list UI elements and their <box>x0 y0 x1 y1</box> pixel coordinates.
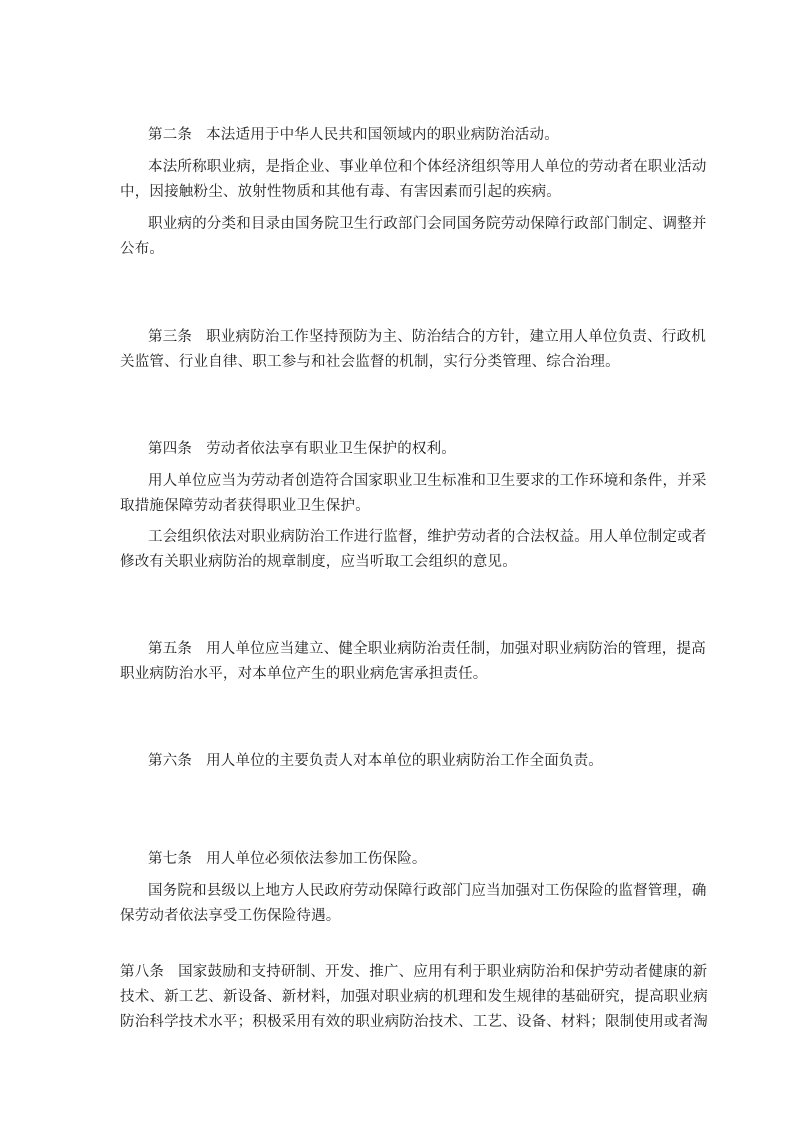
article-4-label: 第四条 <box>148 441 193 457</box>
article-3-label: 第三条 <box>148 329 193 345</box>
article-8-line-2: 技术、新工艺、新设备、新材料，加强对职业病的机理和发生规律的基础研究，提高职业病 <box>120 989 708 1005</box>
article-8-label: 第八条 <box>120 964 165 980</box>
article-2-text-line: 本法适用于中华人民共和国领域内的职业病防治活动。 <box>206 127 559 143</box>
article-6-text-line: 用人单位的主要负责人对本单位的职业病防治工作全面负责。 <box>206 753 604 769</box>
article-7-paragraph-2-line-2: 保劳动者依法享受工伤保险待遇。 <box>120 908 341 924</box>
article-2-first-line <box>148 123 559 148</box>
article-4-text-line: 劳动者依法享有职业卫生保护的权利。 <box>206 441 457 457</box>
article-2-paragraph-3-line-2: 公布。 <box>120 241 165 257</box>
article-2-paragraph-3-line-1: 职业病的分类和目录由国务院卫生行政部门会同国务院劳动保障行政部门制定、调整并 <box>148 216 707 232</box>
article-7-text-line: 用人单位必须依法参加工伤保险。 <box>206 851 427 867</box>
article-5-first-line <box>148 637 706 662</box>
article-4-paragraph-2-line-1: 用人单位应当为劳动者创造符合国家职业卫生标准和卫生要求的工作环境和条件，并采 <box>148 473 707 489</box>
article-7-paragraph-2-line-1: 国务院和县级以上地方人民政府劳动保障行政部门应当加强对工伤保险的监督管理，确 <box>148 883 707 899</box>
article-8-line-3: 防治科学技术水平；积极采用有效的职业病防治技术、工艺、设备、材料；限制使用或者淘 <box>120 1014 708 1030</box>
article-4-paragraph-3-line-1: 工会组织依法对职业病防治工作进行监督，维护劳动者的合法权益。用人单位制定或者 <box>148 529 707 545</box>
article-6-label: 第六条 <box>148 753 193 769</box>
article-7-label: 第七条 <box>148 851 193 867</box>
article-6-first-line <box>148 749 603 774</box>
article-5-line-2: 职业病防治水平，对本单位产生的职业病危害承担责任。 <box>120 666 488 682</box>
article-2-paragraph-2-line-1: 本法所称职业病，是指企业、事业单位和个体经济组织等用人单位的劳动者在职业活动 <box>148 159 707 175</box>
article-5-text-line: 用人单位应当建立、健全职业病防治责任制，加强对职业病防治的管理，提高 <box>206 641 706 657</box>
article-2-label: 第二条 <box>148 127 193 143</box>
article-3-line-2: 关监管、行业自律、职工参与和社会监督的机制，实行分类管理、综合治理。 <box>120 354 620 370</box>
article-4-paragraph-3-line-2: 修改有关职业病防治的规章制度，应当听取工会组织的意见。 <box>120 554 517 570</box>
article-3-first-line <box>148 325 706 350</box>
article-4-first-line <box>148 437 456 462</box>
article-8-text-line: 国家鼓励和支持研制、开发、推广、应用有利于职业病防治和保护劳动者健康的新 <box>178 964 708 980</box>
article-7-first-line <box>148 847 427 872</box>
article-8-first-line <box>120 960 707 985</box>
article-2-paragraph-2-line-2: 中，因接触粉尘、放射性物质和其他有毒、有害因素而引起的疾病。 <box>120 184 561 200</box>
article-5-label: 第五条 <box>148 641 193 657</box>
article-4-paragraph-2-line-2: 取措施保障劳动者获得职业卫生保护。 <box>120 498 370 514</box>
article-3-text-line: 职业病防治工作坚持预防为主、防治结合的方针，建立用人单位负责、行政机 <box>206 329 706 345</box>
